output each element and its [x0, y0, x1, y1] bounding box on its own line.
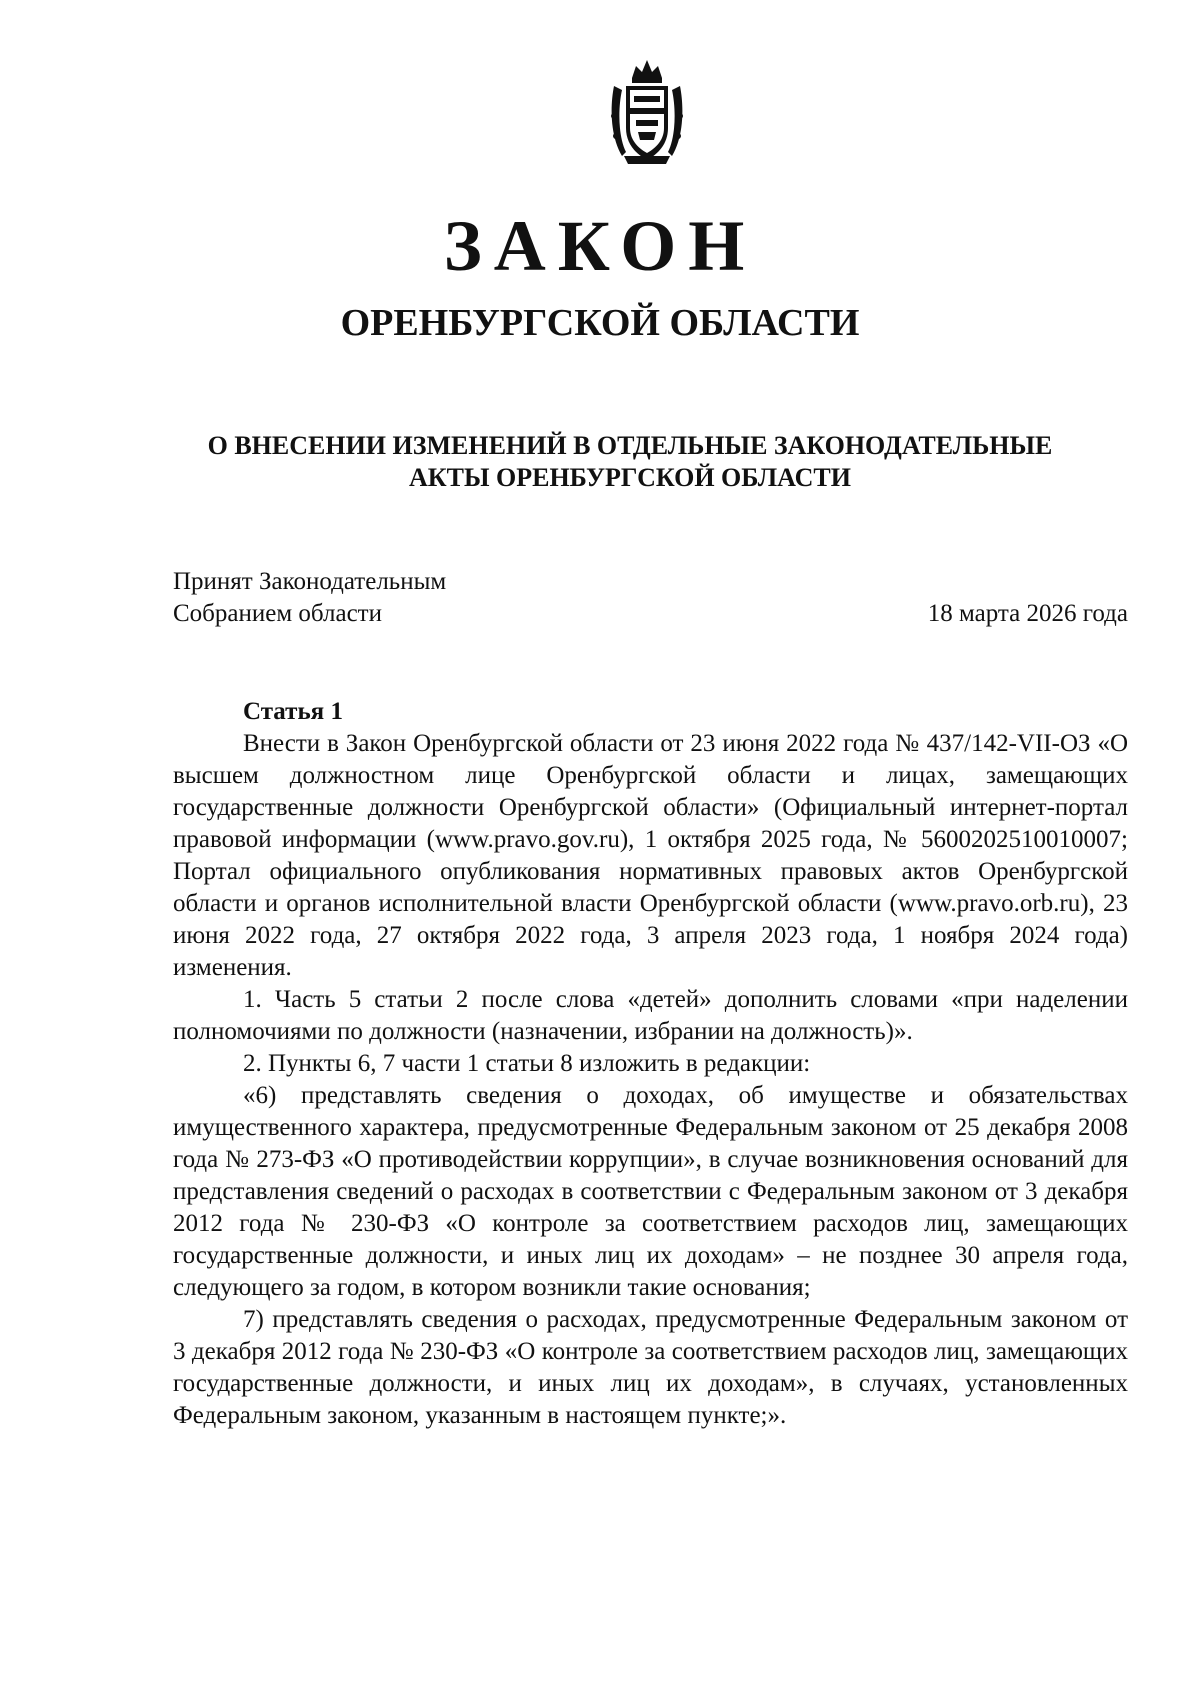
adoption-line-2: Собранием области: [173, 600, 382, 627]
law-heading-line-1: О ВНЕСЕНИИ ИЗМЕНЕНИЙ В ОТДЕЛЬНЫЕ ЗАКОНОДАТЕЛЬНЫЕ: [207, 431, 1053, 460]
article-title: Статья 1: [243, 698, 343, 725]
coat-of-arms-emblem: [608, 56, 686, 168]
article-paragraph: «6) представлять сведения о доходах, об имуществе и обязательствах имущественного характера, предусмотренные Федеральным законом от 25 декабря 2008 года № 273-ФЗ «О противодействии коррупции», в случае возникновения оснований для представления сведений о расходах в соответствии с Федеральным законом от 3 декабря 2012 года № 230-ФЗ «О контроле за соответствием расходов лиц, замещающих государственные должности, и иных лиц их доходам» – не позднее 30 апреля года, следующего за годом, в котором возникли такие основания;: [173, 1082, 1128, 1301]
article-paragraph: 1. Часть 5 статьи 2 после слова «детей» дополнить словами «при наделении полномочиями по должности (назначении, избрании на должность)».: [173, 986, 1128, 1045]
law-heading: [150, 430, 1110, 494]
document-body: [173, 696, 1128, 1432]
adoption-info: [173, 566, 446, 630]
article-paragraph: 7) представлять сведения о расходах, предусмотренные Федеральным законом от 3 декабря 2012 года № 230-ФЗ «О контроле за соответствием расходов лиц, замещающих государственные должности, и иных лиц их доходам», в случаях, установленных Федеральным законом, указанным в настоящем пункте;».: [173, 1306, 1128, 1429]
adoption-date: 18 марта 2026 года: [927, 600, 1128, 627]
article-paragraph: 2. Пункты 6, 7 части 1 статьи 8 изложить в редакции:: [243, 1050, 811, 1077]
adoption-line-1: Принят Законодательным: [173, 568, 447, 595]
article-paragraph: Внести в Закон Оренбургской области от 23 июня 2022 года № 437/142-VII-ОЗ «О высшем должностном лице Оренбургской области и лицах, замещающих государственные должности Оренбургской области» (Официальный интернет-портал правовой информации (www.pravo.gov.ru), 1 октября 2025 года, № 5600202510010007; Портал официального опубликования нормативных правовых актов Оренбургской области и органов исполнительной власти Оренбургской области (www.pravo.orb.ru), 23 июня 2022 года, 27 октября 2022 года, 3 апреля 2023 года, 1 ноября 2024 года) изменения.: [173, 730, 1128, 981]
document-title: ЗАКОН: [443, 206, 757, 286]
document-subtitle: ОРЕНБУРГСКОЙ ОБЛАСТИ: [340, 302, 860, 344]
law-heading-line-2: АКТЫ ОРЕНБУРГСКОЙ ОБЛАСТИ: [409, 463, 851, 492]
